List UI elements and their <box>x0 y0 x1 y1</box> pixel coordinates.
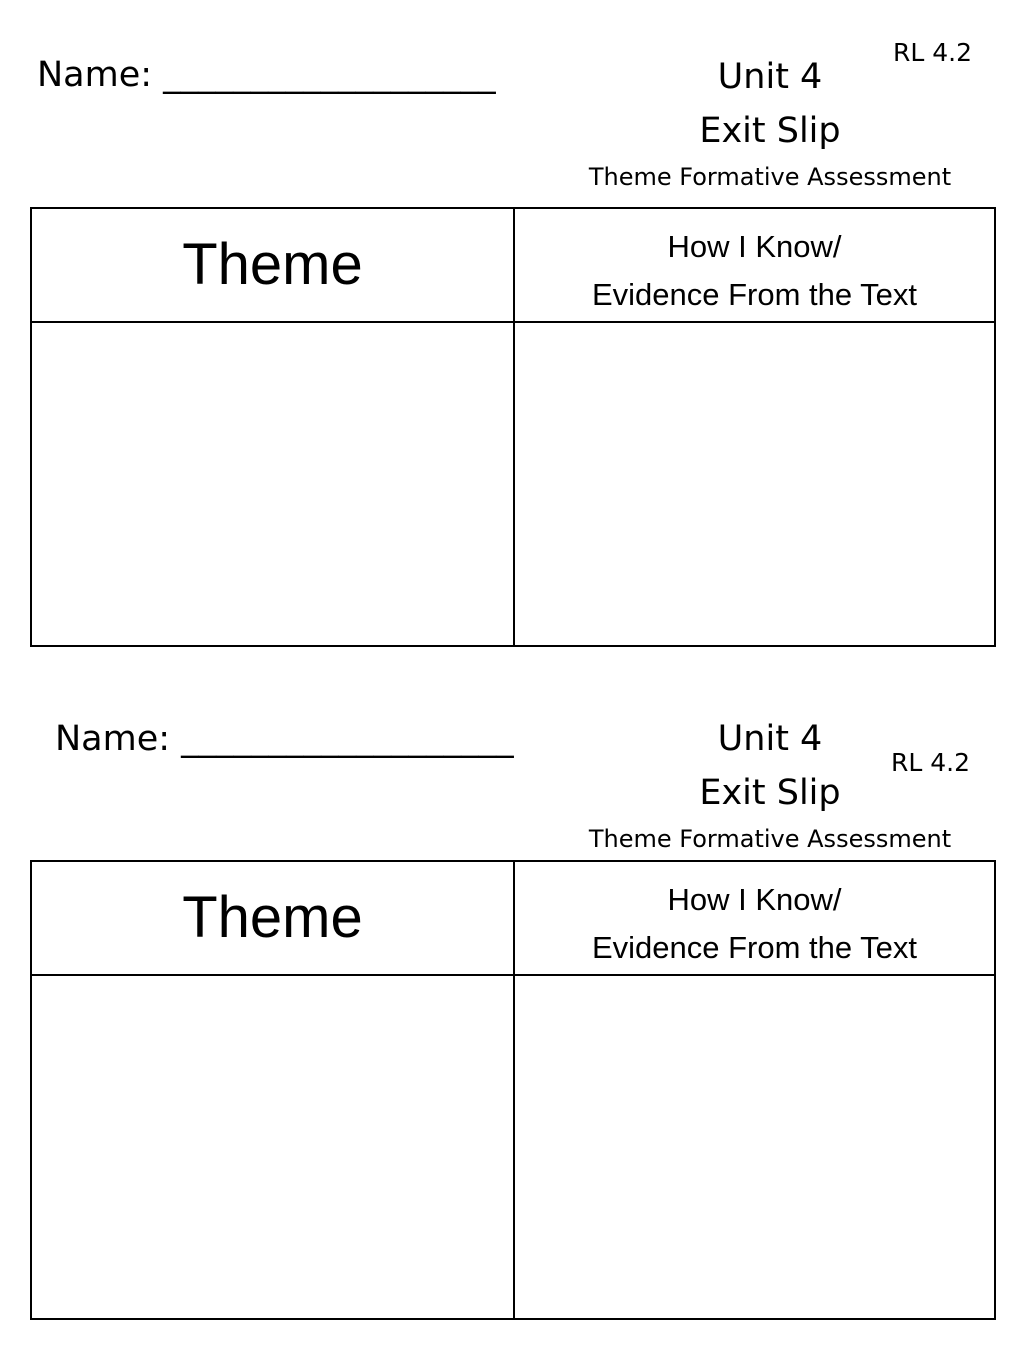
name-field-label: Name: ___________________ <box>55 719 514 759</box>
exit-slip-title: Exit Slip <box>699 773 841 813</box>
response-table <box>30 860 996 1320</box>
theme-answer-cell[interactable] <box>32 323 515 645</box>
evidence-header-line-1: How I Know/ <box>667 882 842 917</box>
response-table <box>30 207 996 647</box>
standard-code: RL 4.2 <box>891 748 971 777</box>
evidence-header-line-1: How I Know/ <box>667 229 842 264</box>
name-field-label: Name: ___________________ <box>37 55 496 95</box>
evidence-column-header <box>515 209 994 323</box>
assessment-subtitle: Theme Formative Assessment <box>588 163 952 191</box>
theme-column-header: Theme <box>32 209 515 323</box>
evidence-column-header <box>515 862 994 976</box>
unit-title: Unit 4 <box>717 57 823 97</box>
evidence-answer-cell[interactable] <box>515 323 994 645</box>
standard-code: RL 4.2 <box>893 38 973 67</box>
theme-answer-cell[interactable] <box>32 976 515 1318</box>
evidence-answer-cell[interactable] <box>515 976 994 1318</box>
unit-title: Unit 4 <box>717 719 823 759</box>
exit-slip-title: Exit Slip <box>699 111 841 151</box>
evidence-header-line-2: Evidence From the Text <box>591 930 918 966</box>
evidence-header-line-2: Evidence From the Text <box>591 277 918 313</box>
theme-column-header: Theme <box>32 862 515 976</box>
assessment-subtitle: Theme Formative Assessment <box>588 825 952 853</box>
